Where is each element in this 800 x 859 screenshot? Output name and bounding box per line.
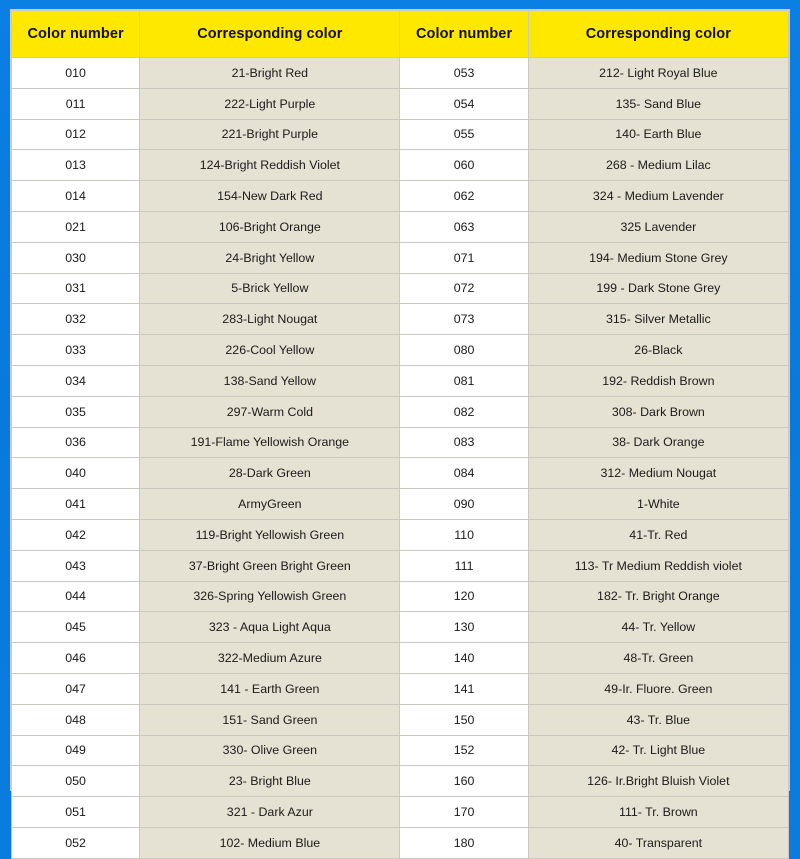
color-chart-container: [10, 9, 790, 850]
cell-color-number: 031: [12, 273, 140, 304]
cell-corresponding-color: 28-Dark Green: [140, 458, 400, 489]
cell-corresponding-color: 21-Bright Red: [140, 58, 400, 89]
table-body: [12, 58, 789, 859]
cell-color-number: 055: [400, 119, 528, 150]
cell-corresponding-color: 37-Bright Green Bright Green: [140, 550, 400, 581]
cell-corresponding-color: 124-Bright Reddish Violet: [140, 150, 400, 181]
cell-color-number: 152: [400, 735, 528, 766]
cell-color-number: 062: [400, 181, 528, 212]
cell-color-number: 033: [12, 335, 140, 366]
cell-color-number: 052: [12, 827, 140, 858]
table-row: [12, 242, 789, 273]
table-row: [12, 150, 789, 181]
cell-color-number: 014: [12, 181, 140, 212]
table-row: [12, 458, 789, 489]
cell-corresponding-color: 119-Bright Yellowish Green: [140, 519, 400, 550]
table-row: [12, 304, 789, 335]
cell-color-number: 011: [12, 88, 140, 119]
cell-color-number: 040: [12, 458, 140, 489]
cell-corresponding-color: 199 - Dark Stone Grey: [528, 273, 788, 304]
table-header-row: [12, 11, 789, 58]
cell-color-number: 063: [400, 211, 528, 242]
cell-color-number: 150: [400, 704, 528, 735]
cell-color-number: 012: [12, 119, 140, 150]
cell-color-number: 041: [12, 489, 140, 520]
cell-corresponding-color: 323 - Aqua Light Aqua: [140, 612, 400, 643]
cell-color-number: 130: [400, 612, 528, 643]
cell-corresponding-color: 321 - Dark Azur: [140, 797, 400, 828]
table-row: [12, 365, 789, 396]
cell-corresponding-color: 113- Tr Medium Reddish violet: [528, 550, 788, 581]
cell-corresponding-color: 226-Cool Yellow: [140, 335, 400, 366]
table-row: [12, 643, 789, 674]
cell-color-number: 032: [12, 304, 140, 335]
cell-corresponding-color: 221-Bright Purple: [140, 119, 400, 150]
table-row: [12, 704, 789, 735]
cell-color-number: 110: [400, 519, 528, 550]
cell-color-number: 047: [12, 673, 140, 704]
table-row: [12, 335, 789, 366]
cell-corresponding-color: 194- Medium Stone Grey: [528, 242, 788, 273]
cell-corresponding-color: 126- Ir.Bright Bluish Violet: [528, 766, 788, 797]
cell-corresponding-color: 192- Reddish Brown: [528, 365, 788, 396]
cell-color-number: 090: [400, 489, 528, 520]
table-row: [12, 88, 789, 119]
cell-color-number: 010: [12, 58, 140, 89]
column-header-corresponding-color-left: Corresponding color: [140, 11, 400, 58]
table-row: [12, 489, 789, 520]
cell-corresponding-color: 268 - Medium Lilac: [528, 150, 788, 181]
cell-color-number: 045: [12, 612, 140, 643]
table-row: [12, 119, 789, 150]
table-row: [12, 427, 789, 458]
cell-corresponding-color: 222-Light Purple: [140, 88, 400, 119]
cell-color-number: 081: [400, 365, 528, 396]
cell-color-number: 048: [12, 704, 140, 735]
cell-color-number: 073: [400, 304, 528, 335]
cell-corresponding-color: 1-White: [528, 489, 788, 520]
cell-corresponding-color: 48-Tr. Green: [528, 643, 788, 674]
table-row: [12, 181, 789, 212]
cell-corresponding-color: ArmyGreen: [140, 489, 400, 520]
cell-corresponding-color: 312- Medium Nougat: [528, 458, 788, 489]
cell-corresponding-color: 42- Tr. Light Blue: [528, 735, 788, 766]
color-reference-table: [11, 10, 789, 859]
table-row: [12, 396, 789, 427]
cell-corresponding-color: 297-Warm Cold: [140, 396, 400, 427]
cell-corresponding-color: 41-Tr. Red: [528, 519, 788, 550]
table-row: [12, 673, 789, 704]
cell-color-number: 160: [400, 766, 528, 797]
cell-corresponding-color: 324 - Medium Lavender: [528, 181, 788, 212]
table-row: [12, 58, 789, 89]
table-row: [12, 612, 789, 643]
cell-color-number: 111: [400, 550, 528, 581]
cell-corresponding-color: 102- Medium Blue: [140, 827, 400, 858]
cell-corresponding-color: 322-Medium Azure: [140, 643, 400, 674]
cell-color-number: 072: [400, 273, 528, 304]
table-row: [12, 273, 789, 304]
cell-corresponding-color: 326-Spring Yellowish Green: [140, 581, 400, 612]
cell-color-number: 049: [12, 735, 140, 766]
cell-corresponding-color: 308- Dark Brown: [528, 396, 788, 427]
cell-color-number: 083: [400, 427, 528, 458]
cell-corresponding-color: 5-Brick Yellow: [140, 273, 400, 304]
cell-corresponding-color: 330- Olive Green: [140, 735, 400, 766]
cell-color-number: 034: [12, 365, 140, 396]
cell-corresponding-color: 315- Silver Metallic: [528, 304, 788, 335]
table-row: [12, 827, 789, 858]
cell-color-number: 140: [400, 643, 528, 674]
cell-corresponding-color: 141 - Earth Green: [140, 673, 400, 704]
cell-corresponding-color: 135- Sand Blue: [528, 88, 788, 119]
cell-corresponding-color: 182- Tr. Bright Orange: [528, 581, 788, 612]
cell-corresponding-color: 283-Light Nougat: [140, 304, 400, 335]
table-row: [12, 766, 789, 797]
cell-corresponding-color: 212- Light Royal Blue: [528, 58, 788, 89]
cell-color-number: 120: [400, 581, 528, 612]
cell-color-number: 030: [12, 242, 140, 273]
cell-corresponding-color: 138-Sand Yellow: [140, 365, 400, 396]
cell-corresponding-color: 325 Lavender: [528, 211, 788, 242]
cell-color-number: 046: [12, 643, 140, 674]
cell-color-number: 051: [12, 797, 140, 828]
table-row: [12, 550, 789, 581]
cell-corresponding-color: 151- Sand Green: [140, 704, 400, 735]
table-row: [12, 797, 789, 828]
cell-color-number: 054: [400, 88, 528, 119]
cell-corresponding-color: 43- Tr. Blue: [528, 704, 788, 735]
cell-color-number: 170: [400, 797, 528, 828]
cell-color-number: 082: [400, 396, 528, 427]
cell-color-number: 021: [12, 211, 140, 242]
cell-color-number: 013: [12, 150, 140, 181]
cell-corresponding-color: 106-Bright Orange: [140, 211, 400, 242]
cell-color-number: 084: [400, 458, 528, 489]
cell-color-number: 044: [12, 581, 140, 612]
cell-corresponding-color: 26-Black: [528, 335, 788, 366]
column-header-color-number-left: Color number: [12, 11, 140, 58]
cell-color-number: 141: [400, 673, 528, 704]
cell-corresponding-color: 38- Dark Orange: [528, 427, 788, 458]
cell-color-number: 043: [12, 550, 140, 581]
cell-color-number: 071: [400, 242, 528, 273]
table-row: [12, 211, 789, 242]
cell-corresponding-color: 111- Tr. Brown: [528, 797, 788, 828]
cell-corresponding-color: 154-New Dark Red: [140, 181, 400, 212]
cell-color-number: 080: [400, 335, 528, 366]
cell-color-number: 050: [12, 766, 140, 797]
column-header-corresponding-color-right: Corresponding color: [528, 11, 788, 58]
cell-corresponding-color: 49-Ir. Fluore. Green: [528, 673, 788, 704]
cell-color-number: 036: [12, 427, 140, 458]
table-header: [12, 11, 789, 58]
cell-color-number: 060: [400, 150, 528, 181]
cell-corresponding-color: 40- Transparent: [528, 827, 788, 858]
table-row: [12, 519, 789, 550]
cell-color-number: 035: [12, 396, 140, 427]
cell-corresponding-color: 23- Bright Blue: [140, 766, 400, 797]
table-row: [12, 581, 789, 612]
column-header-color-number-right: Color number: [400, 11, 528, 58]
cell-color-number: 053: [400, 58, 528, 89]
table-row: [12, 735, 789, 766]
cell-color-number: 042: [12, 519, 140, 550]
cell-corresponding-color: 140- Earth Blue: [528, 119, 788, 150]
cell-corresponding-color: 191-Flame Yellowish Orange: [140, 427, 400, 458]
cell-corresponding-color: 44- Tr. Yellow: [528, 612, 788, 643]
cell-corresponding-color: 24-Bright Yellow: [140, 242, 400, 273]
cell-color-number: 180: [400, 827, 528, 858]
